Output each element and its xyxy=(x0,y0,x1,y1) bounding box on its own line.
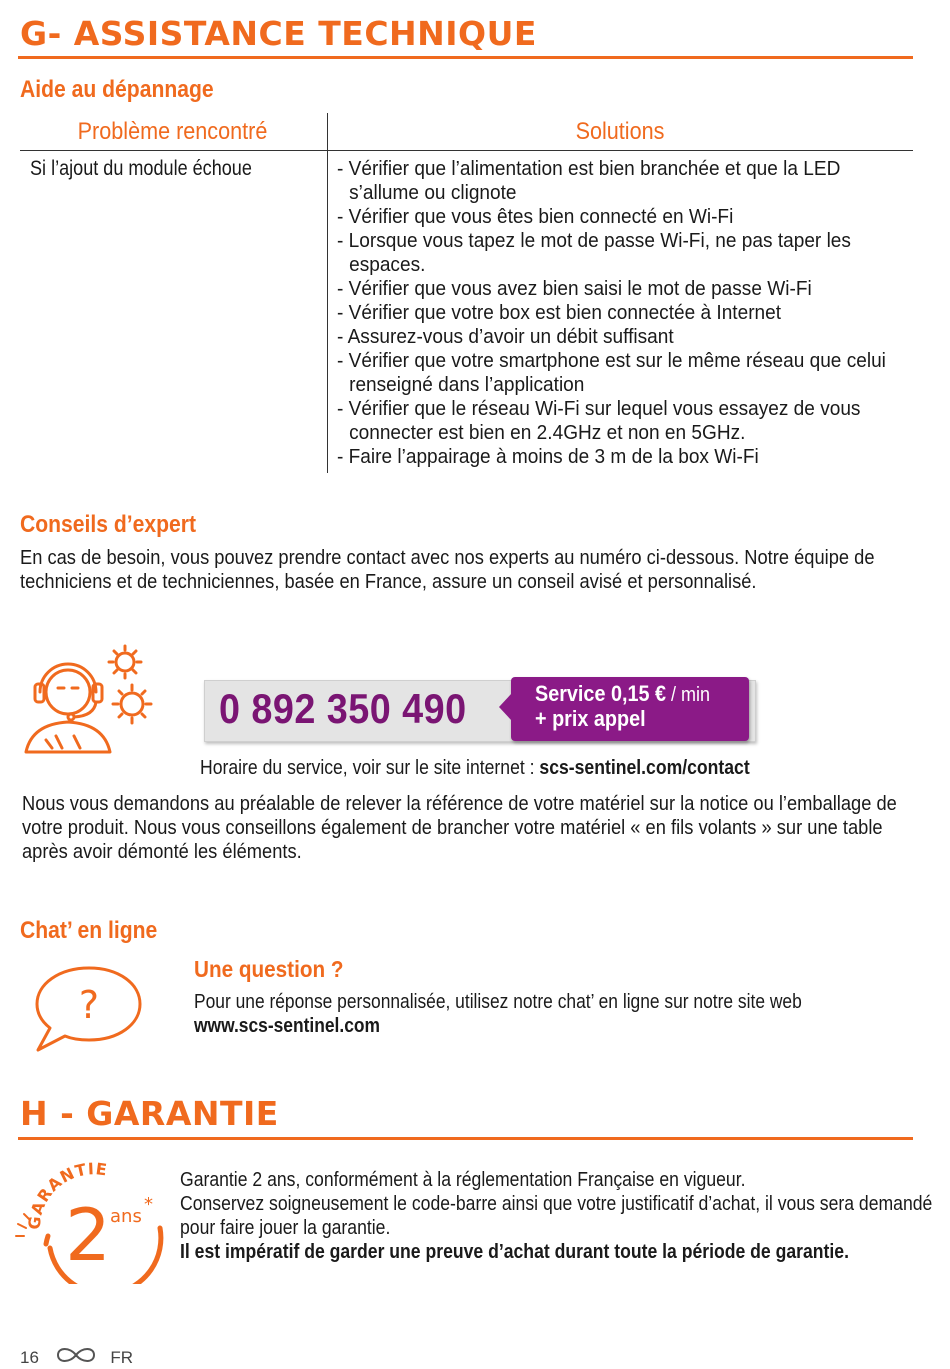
expert-heading: Conseils d’expert xyxy=(20,511,197,538)
troubleshooting-heading: Aide au dépannage xyxy=(20,76,214,103)
service-hours: Horaire du service, voir sur le site internet : scs-sentinel.com/contact xyxy=(200,757,750,779)
warranty-text xyxy=(180,1168,937,1264)
chat-question-title: Une question ? xyxy=(194,956,344,982)
warranty-asterisk: * xyxy=(144,1194,153,1215)
infinity-logo-icon xyxy=(52,1346,100,1369)
section-h-rule xyxy=(18,1137,913,1140)
table-column-divider xyxy=(327,113,328,473)
expert-note: Nous vous demandons au préalable de relever la référence de votre matériel sur la notice ou l’emballage de votre produit. Nous vous conseillons également de brancher votre matériel « en fils volants » sur une table après avoir démonté les éléments. xyxy=(22,793,897,863)
hotline-phone-number[interactable]: 0 892 350 490 xyxy=(219,685,467,732)
table-header-divider xyxy=(20,150,913,151)
solution-item: - Assurez-vous d’avoir un débit suffisant xyxy=(337,325,674,348)
section-g-title: G- ASSISTANCE TECHNIQUE xyxy=(20,14,537,53)
solution-item: - Faire l’appairage à moins de 3 m de la box Wi-Fi xyxy=(337,445,759,468)
problem-cell: Si l’ajout du module échoue xyxy=(30,157,252,180)
section-h-title: H - GARANTIE xyxy=(20,1094,279,1133)
warranty-badge-icon xyxy=(10,1152,170,1284)
contact-link[interactable]: scs-sentinel.com/contact xyxy=(539,757,750,779)
solution-item: - Vérifier que votre smartphone est sur le même réseau que celui renseigné dans l’application xyxy=(337,349,886,396)
warranty-years: 2 xyxy=(65,1193,111,1277)
support-agent-icon xyxy=(22,640,157,762)
service-extra-cost: + prix appel xyxy=(535,706,646,731)
warranty-unit: ans xyxy=(110,1206,142,1227)
language-code: FR xyxy=(110,1347,134,1367)
page-footer xyxy=(20,1346,133,1369)
chat-bubble-icon xyxy=(30,962,148,1057)
warranty-line-2: Conservez soigneusement le code-barre ainsi que votre justificatif d’achat, il vous sera demandé pour faire jouer la garantie. xyxy=(180,1193,933,1239)
chat-heading: Chat’ en ligne xyxy=(20,917,158,944)
warranty-important: Il est impératif de garder une preuve d’achat durant toute la période de garantie. xyxy=(180,1241,849,1263)
solution-item: - Vérifier que votre box est bien connectée à Internet xyxy=(337,301,782,324)
chat-description: Pour une réponse personnalisée, utilisez notre chat’ en ligne sur notre site web www.scs-sentinel.com xyxy=(194,991,802,1037)
hotline-banner xyxy=(204,680,756,742)
solution-item: - Vérifier que l’alimentation est bien branchée et que la LED s’allume ou clignote xyxy=(337,157,841,204)
solutions-list xyxy=(337,157,937,469)
solution-item: - Vérifier que vous êtes bien connecté en Wi-Fi xyxy=(337,205,734,228)
page-number: 16 xyxy=(20,1347,39,1367)
warranty-badge-word: GARANTIE xyxy=(24,1159,109,1231)
solution-item: - Vérifier que vous avez bien saisi le mot de passe Wi-Fi xyxy=(337,277,812,300)
expert-intro: En cas de besoin, vous pouvez prendre contact avec nos experts au numéro ci-dessous. Notre équipe de techniciens et de techniciennes, basée en France, assure un conseil avisé et personnalisé. xyxy=(20,547,875,593)
solution-item: - Vérifier que le réseau Wi-Fi sur lequel vous essayez de vous connecter est bien en 2.4GHz et non en 5GHz. xyxy=(337,397,861,444)
section-g-rule xyxy=(18,56,913,59)
chat-website-link[interactable]: www.scs-sentinel.com xyxy=(194,1015,380,1037)
warranty-line-1: Garantie 2 ans, conformément à la réglementation Française en vigueur. xyxy=(180,1169,746,1191)
service-price: Service 0,15 € / min xyxy=(535,681,711,706)
service-price-tag xyxy=(511,677,749,741)
column-header-problem: Problème rencontré xyxy=(77,118,268,145)
column-header-solutions: Solutions xyxy=(575,118,665,145)
price-tag-pointer xyxy=(499,693,512,721)
solution-item: - Lorsque vous tapez le mot de passe Wi-Fi, ne pas taper les espaces. xyxy=(337,229,851,276)
question-mark: ? xyxy=(78,983,100,1027)
